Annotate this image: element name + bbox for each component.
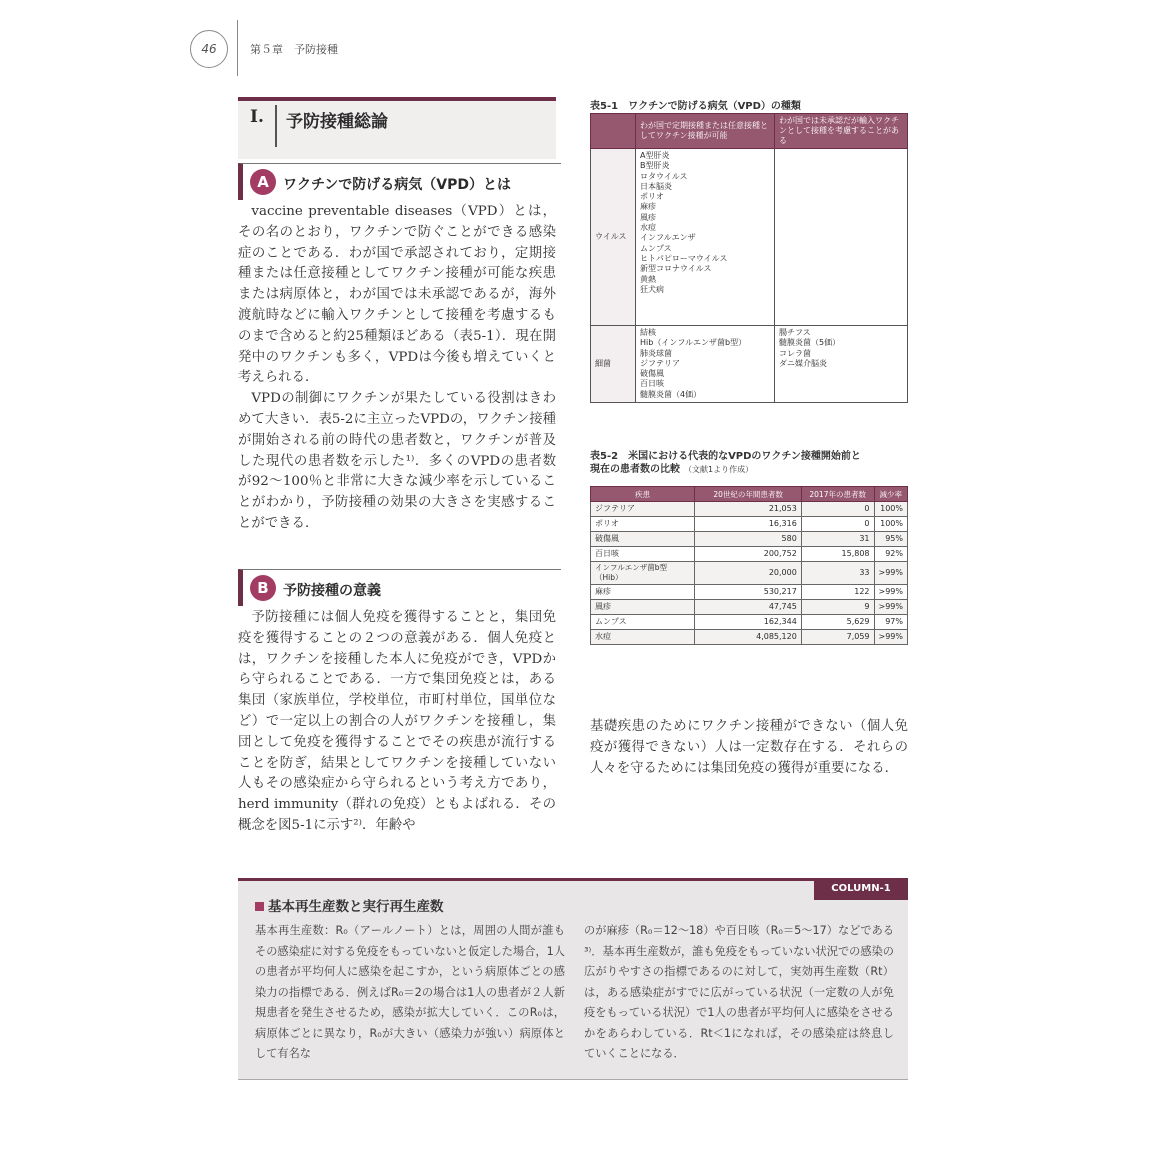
table-row bbox=[591, 600, 908, 615]
column-tag: COLUMN-1 bbox=[814, 878, 908, 900]
table-list-item: 破傷風 bbox=[640, 369, 664, 379]
table-cell bbox=[775, 326, 908, 403]
table-cell: 破傷風 bbox=[591, 532, 695, 547]
table-list-item: 狂犬病 bbox=[640, 284, 664, 294]
table-cell: 200,752 bbox=[695, 547, 801, 562]
header-divider bbox=[237, 20, 238, 76]
table-header-cell: わが国では未承認だが輸入ワクチンとして接種を考慮することがある bbox=[775, 114, 908, 149]
table-cell: 95% bbox=[874, 532, 907, 547]
table-list-item: 髄膜炎菌（5価） bbox=[779, 338, 841, 348]
subsection-b-body bbox=[238, 608, 556, 837]
table-cell: 麻疹 bbox=[591, 585, 695, 600]
table-header-cell: 20世紀の年間患者数 bbox=[695, 487, 801, 502]
table-cell: 5,629 bbox=[801, 615, 874, 630]
page-number: 46 bbox=[190, 30, 228, 68]
table-cell: 92% bbox=[874, 547, 907, 562]
table-header-cell: 2017年の患者数 bbox=[801, 487, 874, 502]
table-cell: ムンプス bbox=[591, 615, 695, 630]
table-list-item: Hib（インフルエンザ菌b型） bbox=[640, 338, 747, 348]
table-cell: 47,745 bbox=[695, 600, 801, 615]
table1-caption: 表5-1 ワクチンで防げる病気（VPD）の種類 bbox=[590, 101, 801, 112]
subsection-badge-a: A bbox=[250, 169, 276, 195]
table-cell: >99% bbox=[874, 630, 907, 645]
column-text-left: 基本再生産数：R₀（アールノート）とは，周囲の人間が誰もその感染症に対する免疫をもっていないと仮定した場合，1人の患者が平均何人に感染を起こすか，という病原体ごとの感染力の指標である．例えばR₀＝2の場合は1人の患者が２人新規患者を発生させるため，感染が拡大していく．このR₀は，病原体ごとに異なり，R₀が大きい（感染力が強い）病原体として有名な bbox=[255, 924, 565, 1060]
table-list-item: B型肝炎 bbox=[640, 161, 670, 171]
table-cell: 百日咳 bbox=[591, 547, 695, 562]
table-list-item: 風疹 bbox=[640, 212, 656, 222]
table-cell: 31 bbox=[801, 532, 874, 547]
table-list-item: 麻疹 bbox=[640, 202, 656, 212]
table-list-item: コレラ菌 bbox=[779, 348, 811, 358]
table-cell: >99% bbox=[874, 600, 907, 615]
table-category-cell: ウイルス bbox=[591, 149, 636, 326]
table-list-item: A型肝炎 bbox=[640, 151, 670, 160]
table-cell: 20,000 bbox=[695, 562, 801, 585]
subsection-heading-b bbox=[238, 569, 561, 606]
vpd-types-table bbox=[590, 113, 908, 403]
section-heading bbox=[238, 97, 556, 159]
table-list-item: 水痘 bbox=[640, 223, 656, 233]
table-list-item: ロタウイルス bbox=[640, 171, 688, 181]
subsection-title-a: ワクチンで防げる病気（VPD）とは bbox=[283, 177, 512, 193]
table-cell: 水痘 bbox=[591, 630, 695, 645]
table-list-item: ポリオ bbox=[640, 192, 664, 202]
table-row bbox=[591, 615, 908, 630]
table-header-cell: わが国で定期接種または任意接種としてワクチン接種が可能 bbox=[636, 114, 775, 149]
table-category-cell: 細菌 bbox=[591, 326, 636, 403]
table-row bbox=[591, 532, 908, 547]
table-row bbox=[591, 149, 908, 326]
paragraph: vaccine preventable diseases（VPD）とは，その名のとおり，ワクチンで防ぐことができる感染症のことである．わが国で承認されており，定期接種または任意接種としてワクチン接種が可能な疾患または病原体と，わが国では未承認であるが，海外渡航時などに輸入ワクチンとして接種を考慮するものまで含めると約25種類ほどある（表5-1）．現在開発中のワクチンも多く，VPDは今後も増えていくと考えられる． bbox=[238, 204, 556, 386]
section-title: 予防接種総論 bbox=[286, 112, 388, 132]
table-cell: 100% bbox=[874, 502, 907, 517]
table-row bbox=[591, 326, 908, 403]
table-cell: 7,059 bbox=[801, 630, 874, 645]
table2-caption-line: 表5-2 米国における代表的なVPDのワクチン接種開始前と bbox=[590, 451, 861, 462]
table-list-item: 百日咳 bbox=[640, 379, 664, 389]
table-cell: 9 bbox=[801, 600, 874, 615]
table-row bbox=[591, 562, 908, 585]
table-list-item: ヒトパピローマウイルス bbox=[640, 253, 728, 263]
paragraph: VPDの制御にワクチンが果たしている役割はきわめて大きい．表5-2に主立ったVPDの，ワクチン接種が開始される前の時代の患者数と，ワクチンが普及した現代の患者数を示した¹⁾．多くのVPDの患者数が92〜100％と非常に大きな減少率を示していることがわかり，予防接種の効果の大きさを実感することができる． bbox=[238, 391, 556, 531]
subsection-a-body bbox=[238, 202, 556, 535]
square-bullet-icon bbox=[255, 902, 264, 911]
table-cell: 530,217 bbox=[695, 585, 801, 600]
table-list-item: 髄膜炎菌（4価） bbox=[640, 389, 702, 399]
table-cell: 15,808 bbox=[801, 547, 874, 562]
table-list-item: 日本脳炎 bbox=[640, 181, 672, 191]
table-cell: ジフテリア bbox=[591, 502, 695, 517]
paragraph: 予防接種には個人免疫を獲得することと，集団免疫を獲得することの２つの意義がある．個人免疫とは，ワクチンを接種した本人に免疫ができ，VPDから守られることである．一方で集団免疫とは，ある集団（家族単位，学校単位，市町村単位，国単位など）で一定以上の割合の人がワクチンを接種し，集団として免疫を獲得することでその疾患が流行することを防ぎ，結果としてワクチンを接種していない人もその感染症から守られるという考え方であり，herd immunity（群れの免疫）ともよばれる．その概念を図5-1に示す²⁾．年齢や bbox=[238, 610, 556, 833]
table-cell: 0 bbox=[801, 502, 874, 517]
table2-caption-line: 現在の患者数の比較 （文献1より作成） bbox=[590, 464, 754, 475]
table-cell bbox=[636, 149, 775, 326]
table-cell bbox=[636, 326, 775, 403]
table-header-cell bbox=[591, 114, 636, 149]
table-cell: 97% bbox=[874, 615, 907, 630]
table-row bbox=[591, 547, 908, 562]
table-header-cell: 疾患 bbox=[591, 487, 695, 502]
table-cell: 100% bbox=[874, 517, 907, 532]
subsection-b-continued bbox=[590, 717, 908, 779]
table-list-item: 黄熱 bbox=[640, 274, 656, 284]
chapter-title: 第５章 予防接種 bbox=[250, 43, 338, 56]
subsection-badge-b: B bbox=[250, 575, 276, 601]
table-row bbox=[591, 502, 908, 517]
section-number: I. bbox=[250, 107, 264, 127]
table-cell: 122 bbox=[801, 585, 874, 600]
table-cell: >99% bbox=[874, 585, 907, 600]
table-cell: 33 bbox=[801, 562, 874, 585]
table-cell: 風疹 bbox=[591, 600, 695, 615]
table-cell: ポリオ bbox=[591, 517, 695, 532]
table-cell: 21,053 bbox=[695, 502, 801, 517]
paragraph: 基礎疾患のためにワクチン接種ができない（個人免疫が獲得できない）人は一定数存在する．それらの人々を守るためには集団免疫の獲得が重要になる． bbox=[590, 719, 908, 776]
table-header-cell: 減少率 bbox=[874, 487, 907, 502]
subsection-heading-a bbox=[238, 163, 561, 200]
table-list-item: 肺炎球菌 bbox=[640, 348, 672, 358]
table-cell: >99% bbox=[874, 562, 907, 585]
table-row bbox=[591, 630, 908, 645]
table-cell: 580 bbox=[695, 532, 801, 547]
column-text-right: のが麻疹（R₀＝12〜18）や百日咳（R₀＝5〜17）などである³⁾．基本再生産数が，誰も免疫をもっていない状況での感染の広がりやすさの指標であるのに対して，実効再生産数（Rt）は，ある感染症がすでに広がっている状況（一定数の人が免疫をもっている状況）で1人の患者が平均何人に感染をさせるかをあらわしている．Rt＜1になれば，その感染症は終息していくことになる． bbox=[584, 924, 894, 1060]
table-list-item: ダニ媒介脳炎 bbox=[779, 358, 827, 368]
table-list-item: 新型コロナウイルス bbox=[640, 264, 712, 274]
table-cell bbox=[775, 149, 908, 326]
table-list-item: ムンプス bbox=[640, 243, 672, 253]
table-list-item: ジフテリア bbox=[640, 358, 680, 368]
table2-caption-note: （文献1より作成） bbox=[684, 465, 754, 474]
column-box bbox=[238, 878, 908, 1080]
table-cell: 162,344 bbox=[695, 615, 801, 630]
table-row bbox=[591, 585, 908, 600]
table-cell: インフルエンザ菌b型（Hib） bbox=[591, 562, 695, 585]
vpd-cases-table bbox=[590, 486, 908, 645]
table-cell: 16,316 bbox=[695, 517, 801, 532]
table-list-item: 腸チフス bbox=[779, 328, 811, 337]
table-cell: 4,085,120 bbox=[695, 630, 801, 645]
table-row bbox=[591, 517, 908, 532]
table-list-item: インフルエンザ bbox=[640, 233, 696, 243]
table-list-item: 結核 bbox=[640, 328, 656, 337]
table2-caption bbox=[590, 450, 861, 476]
table-cell: 0 bbox=[801, 517, 874, 532]
subsection-title-b: 予防接種の意義 bbox=[283, 583, 381, 599]
column-title: 基本再生産数と実行再生産数 bbox=[255, 895, 444, 915]
section-divider bbox=[275, 105, 277, 147]
